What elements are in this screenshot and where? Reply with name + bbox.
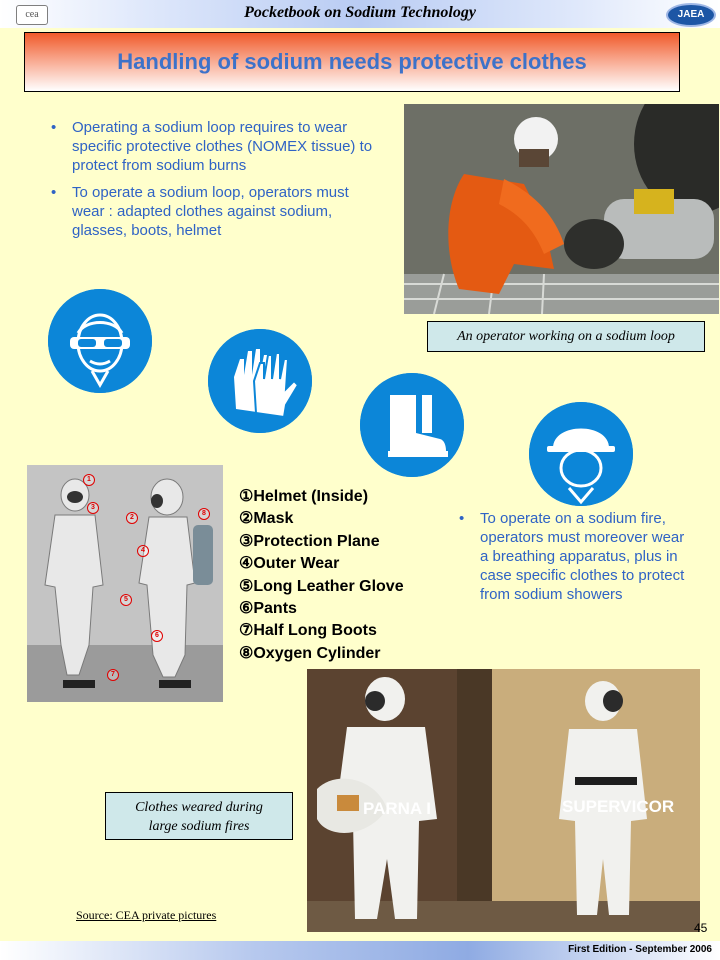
bullet-item-operators bbox=[51, 183, 372, 240]
operator-illustration bbox=[404, 104, 719, 314]
marker-3: 3 bbox=[87, 502, 99, 514]
goggles-sign-icon bbox=[48, 289, 152, 393]
caption-line-2: large sodium fires bbox=[148, 819, 250, 834]
gloves-sign-icon bbox=[208, 329, 312, 433]
caption-line-1: Clothes weared during bbox=[135, 800, 263, 815]
bullet-text: Operating a sodium loop requires to wear specific protective clothes (NOMEX tissue) to protect from sodium burns bbox=[72, 119, 373, 174]
equipment-list bbox=[239, 486, 404, 665]
slide-title: Handling of sodium needs protective clothes bbox=[117, 49, 587, 74]
equipment-item: ④Outer Wear bbox=[239, 555, 340, 573]
equipment-item: ①Helmet (Inside) bbox=[239, 488, 369, 505]
equipment-item: ⑤Long Leather Glove bbox=[239, 577, 404, 595]
equipment-item: ⑧Oxygen Cylinder bbox=[239, 644, 381, 662]
protective-suits-photo bbox=[27, 465, 223, 702]
jaea-logo: JAEA bbox=[666, 3, 716, 27]
operator-caption: An operator working on a sodium loop bbox=[427, 321, 705, 352]
marker-8: 8 bbox=[198, 508, 210, 520]
suits-illustration bbox=[27, 465, 223, 702]
page-number: 45 bbox=[694, 921, 708, 935]
marker-6: 6 bbox=[151, 630, 163, 642]
boots-sign-icon bbox=[360, 373, 464, 477]
suit-label-supervicor: SUPERVICOR bbox=[562, 797, 675, 816]
bullet-text: To operate a sodium loop, operators must wear : adapted clothes against sodium, glasses, boots, helmet bbox=[72, 184, 349, 239]
equipment-item: ③Protection Plane bbox=[239, 532, 380, 550]
edition-label: First Edition - September 2006 bbox=[568, 944, 712, 955]
helmet-sign-icon bbox=[529, 402, 633, 506]
header-bar bbox=[0, 0, 720, 28]
fire-suits-photo bbox=[307, 669, 700, 932]
marker-7: 7 bbox=[107, 669, 119, 681]
marker-2: 2 bbox=[126, 512, 138, 524]
bullet-text: To operate on a sodium fire, operators must moreover wear a breathing apparatus, plus in case specific clothes to protect from sodium showers bbox=[480, 510, 685, 603]
slide-title-box bbox=[24, 32, 680, 92]
operator-photo bbox=[404, 104, 719, 314]
cea-logo: cea bbox=[16, 5, 48, 25]
equipment-item: ⑦Half Long Boots bbox=[239, 622, 377, 640]
bullet-icon: • bbox=[51, 184, 57, 201]
bullet-item-nomex bbox=[51, 118, 392, 175]
equipment-item: ②Mask bbox=[239, 510, 294, 528]
equipment-item: ⑥Pants bbox=[239, 600, 297, 618]
marker-5: 5 bbox=[120, 594, 132, 606]
suit-label-parna: PARNA I bbox=[363, 799, 431, 818]
marker-4: 4 bbox=[137, 545, 149, 557]
header-title: Pocketbook on Sodium Technology bbox=[244, 4, 476, 21]
marker-1: 1 bbox=[83, 474, 95, 486]
footer-bar bbox=[0, 941, 720, 960]
fire-clothes-caption bbox=[105, 792, 293, 840]
source-note: Source: CEA private pictures bbox=[76, 908, 217, 922]
bullet-item-sodium-fire bbox=[459, 509, 695, 604]
bullet-icon: • bbox=[459, 510, 465, 527]
bullet-icon: • bbox=[51, 119, 57, 136]
